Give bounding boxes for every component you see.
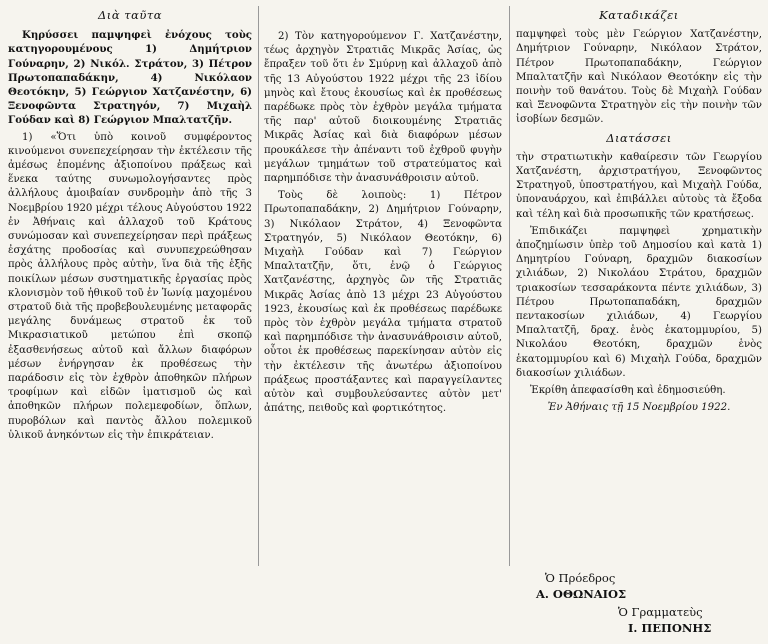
heading-diatassei: Διατάσσει (606, 130, 672, 145)
column-middle (264, 30, 502, 419)
charge-paragraph-1: 1) «Ὅτι ὑπὸ κοινοῦ συμφέροντος κινούμενοι συνεπεχείρησαν τὴν ἐκτέλεσιν τῆς ἀμέσως ἑπομένης ἀξιοποίνου πράξεως καὶ ἕνεκα ταύτης συνωμολογήσαντες πρὸς ἀλλήλους ἀμοιβαίαν συνδρομὴν ἀπὸ τῆς 3 Νοεμβρίου 1920 μέχρι τέλους Αὐγούστου 1922 ἐν Ἀθήναις καὶ ἀλλαχοῦ τοῦ Κράτους συνώμοσαν καὶ συνεπεχείρησαν περὶ πράξεως ἐσχάτης προδοσίας καὶ συνυπεχρεώθησαν πρὸς ἀλλήλους πρὸς αὐτὴν, ἵνα διὰ τῆς ἑξῆς ποικίλων μέσων συστηματικῆς ἐργασίας πρὸς κλονισμὸν τοῦ ἠθικοῦ τοῦ ἐν Ἰωνίᾳ μαχομένου στρατοῦ διὰ τῆς προβεβουλευμένης μεταφορᾶς μεγάλης δυνάμεως στρατοῦ ἐκ τοῦ Μικρασιατικοῦ μετώπου ἐπὶ σκοπῷ ἐξασθενήσεως αὐτοῦ καὶ ἄλλων διαφόρων μέσων ἐνήργησαν ἐκ προθέσεως τὴν παράδοσιν εἰς τὸν ἐχθρὸν ἀποθηκῶν πλήρων τροφίμων καὶ εἰδῶν ἱματισμοῦ ὡς καὶ ἀποθηκῶν πλήρων πολεμεφοδίων, ὅπλων, πυροβόλων καὶ παντὸς ἄλλου πολεμικοῦ ὑλικοῦ ἀνηκόντων εἰς τὴν ἐπικράτειαν. (8, 131, 252, 441)
column-divider-1 (258, 6, 259, 566)
column-right (516, 8, 762, 418)
column-divider-2 (509, 6, 510, 566)
compensation-paragraph: Ἐπιδικάζει παμψηφεὶ χρηματικὴν ἀποζημίωσιν ὑπὲρ τοῦ Δημοσίου καὶ κατὰ 1) Δημητρίου Γούναρη, δραχμῶν διακοσίων χιλιάδων, 2) Νικολάου Στράτου, δραχμῶν τριακοσίων τεσσαράκοντα πέντε χιλιάδων, 3) Πέτρου Πρωτοπαπαδάκη, δραχμῶν πεντακοσίων χιλιάδων, 4) Γεωργίου Μπαλτατζῆ, δραχ. ἑνὸς ἑκατομμυρίου, 5) Νικολάου Θεοτόκη, δραχμῶν ἑνὸς ἑκατομμυρίου καὶ 6) Μιχαὴλ Γούδα, δραχμῶν διακοσίων χιλιάδων. (516, 225, 762, 379)
charge-paragraph-2: 2) Τὸν κατηγορούμενον Γ. Χατζανέστην, τέως ἀρχηγὸν Στρατιᾶς Μικρᾶς Ἀσίας, ὡς ἔπραξεν τοῦ ὅτι ἐν Σμύρνῃ καὶ ἀλλαχοῦ ἀπὸ τῆς 13 Αὐγούστου 1922 μέχρι τῆς 23 ἰδίου μηνὸς καὶ ἔτους ἐκουσίως καὶ ἐκ προθέσεως παρέδωκε πρὸς τὸν ἐχθρὸν μεγάλα τμήματα τῆς παρ' αὐτοῦ διοικουμένης Στρατιᾶς Μικρᾶς Ἀσίας καὶ διὰ διαφόρων μέσων προυκάλεσε τὴν ἀπέναντι τοῦ ἐχθροῦ φυγὴν μεγάλων τμημάτων τοῦ στρατεύματος καὶ παρημπόδισε τὴν ἀνασυνάθροισιν αὐτοῦ. (264, 31, 502, 185)
degradation-paragraph: τὴν στρατιωτικὴν καθαίρεσιν τῶν Γεωργίου Χατζανέστη, ἀρχιστρατήγου, Ξενοφῶντος Στρατηγοῦ, ὑποστρατήγου, καὶ Μιχαὴλ Γούδα, ὑποναυάρχου, καὶ ἐπιβάλλει αὐτοὺς τὰ ἔξοδα καὶ τέλη καὶ διὰ προσωπικῆς τῶν κρατήσεως. (516, 151, 762, 220)
heading-katadikazei: Καταδικάζει (599, 8, 679, 22)
charge-paragraph-3: Τοὺς δὲ λοιποὺς: 1) Πέτρον Πρωτοπαπαδάκην, 2) Δημήτριον Γούναρην, 3) Νικόλαον Στράτον, 4) Ξενοφῶντα Στρατηγόν, 5) Νικόλαον Θεοτόκην, 6) Μιχαὴλ Γούδαν καὶ 7) Γεώργιον Μπαλτατζῆν, ὅτι, ἐνῷ ὁ Γεώργιος Χατζανέστης, ἀρχηγὸς ὢν τῆς Στρατιᾶς Μικρᾶς Ἀσίας ἀπὸ 13 μέχρι 23 Αὐγούστου 1923, ἐκουσίως καὶ ἐκ προθέσεως παρέδωκε πρὸς τὸν ἐχθρὸν μεγάλα τμήματα στρατοῦ καὶ παρημπόδισε τὴν ἀνασυνάθροισιν αὐτοῦ, οὗτοι ἐκ προθέσεως παρεκίνησαν αὐτὸν εἰς τὴν ἐκτέλεσιν τῆς ἀνωτέρω ἀξιοποίνου πράξεως προστάξαντες καὶ παραγγείλαντες αὐτὸν καὶ συμβουλεύσαντες αὐτὸν μετ' ἀπάτης, πειθοῦς καὶ φορτικότητος. (264, 190, 502, 415)
heading-dia-tauta: Διὰ ταῦτα (98, 8, 162, 22)
secretary-name: Ι. ΠΕΠΟΝΗΣ (628, 621, 712, 635)
sentence-paragraph: παμψηφεὶ τοὺς μὲν Γεώργιον Χατζανέστην, Δημήτριον Γούναρην, Νικόλαον Στράτον, Πέτρον Πρωτοπαπαδάκην, Γεώργιον Μπαλτατζῆν καὶ Νικόλαον Θεοτόκην εἰς τὴν ποινὴν τοῦ θανάτου. Τοὺς δὲ Μιχαὴλ Γούδαν καὶ Ξενοφῶντα Στρατηγὸν εἰς τὴν ποινὴν τῶν ἰσοβίων δεσμῶν. (516, 29, 762, 126)
column-left (8, 8, 252, 446)
published-paragraph: Ἐκρίθη ἀπεφασίσθη καὶ ἐδημοσιεύθη. (530, 385, 726, 397)
verdict-paragraph: Κηρύσσει παμψηφεὶ ἐνόχους τοὺς κατηγορουμένους 1) Δημήτριον Γούναρην, 2) Νικόλ. Στράτον, 3) Πέτρον Πρωτοπαπαδάκην, 4) Νικόλαον Θεοτόκην, 5) Γεώργιον Χατζανέστην, 6) Ξενοφῶντα Στρατηγόν, 7) Μιχαὴλ Γούδαν καὶ 8) Γεώργιον Μπαλτατζῆν. (8, 29, 252, 127)
secretary-title: Ὁ Γραμματεὺς (618, 605, 703, 619)
dateline: Ἐν Ἀθήναις τῇ 15 Νοεμβρίου 1922. (547, 402, 731, 414)
president-title: Ὁ Πρόεδρος (545, 571, 616, 585)
president-name: Α. ΟΘΩΝΑΙΟΣ (536, 587, 627, 601)
